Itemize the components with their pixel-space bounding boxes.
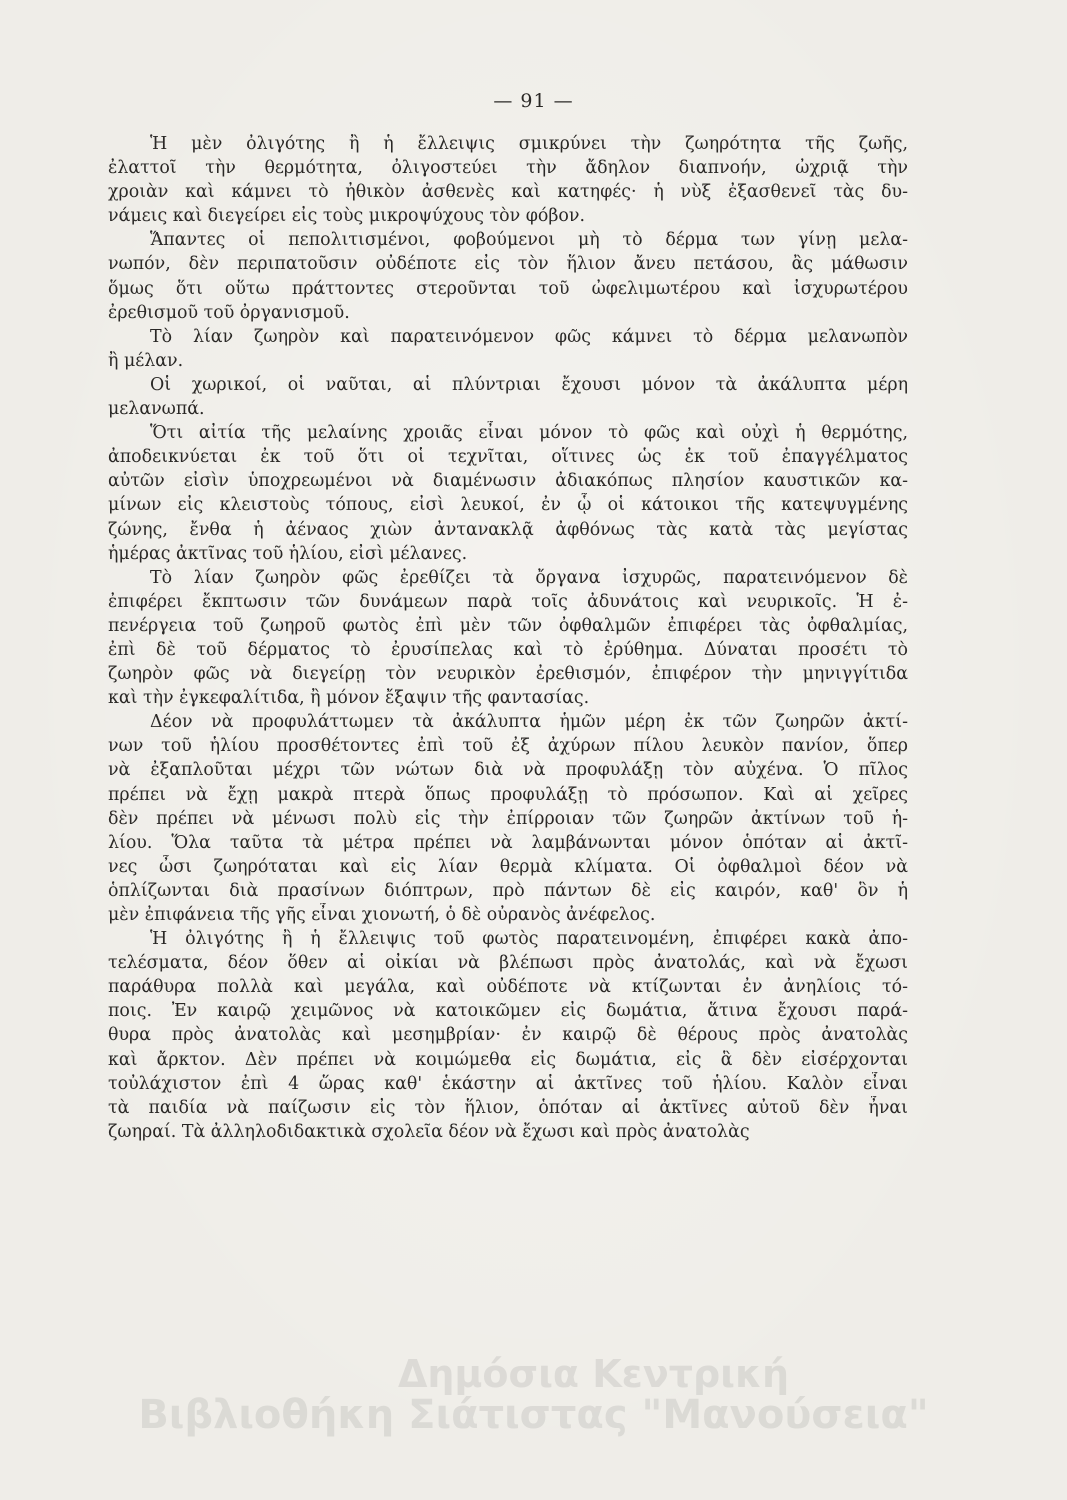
text-line: μὲν ἐπιφάνεια τῆς γῆς εἶναι χιονωτή, ὁ δὲ οὐρανὸς ἀνέφελος. [108,905,656,925]
text-line: δὲν πρέπει νὰ μένωσι πολὺ εἰς τὴν ἐπίρροιαν τῶν ζωηρῶν ἀκτίνων τοῦ ἡ- [108,808,908,829]
text-line: πρέπει νὰ ἔχῃ μακρὰ πτερὰ ὅπως προφυλάξῃ τὸ πρόσωπον. Καὶ αἱ χεῖρες [108,784,908,805]
paragraph [108,325,908,373]
paragraph [108,132,908,228]
text-line: αὐτῶν εἰσὶν ὑποχρεωμένοι νὰ διαμένωσιν ἀδιακόπως πλησίον καυστικῶν κα- [108,471,908,492]
text-line: καὶ τὴν ἐγκεφαλίτιδα, ἢ μόνον ἔξαψιν τῆς φαντασίας. [108,688,590,709]
text-line: μελανωπά. [108,399,205,420]
text-line: ζώνης, ἔνθα ἡ ἀέναος χιὼν ἀντανακλᾷ ἀφθόνως τὰς κατὰ τὰς μεγίστας [108,519,908,540]
text-line: Οἱ χωρικοί, οἱ ναῦται, αἱ πλύντριαι ἔχουσι μόνον τὰ ἀκάλυπτα μέρη [150,374,908,395]
text-line: Δέον νὰ προφυλάττωμεν τὰ ἀκάλυπτα ἡμῶν μέρη ἐκ τῶν ζωηρῶν ἀκτί- [150,712,908,733]
text-line: καὶ ἄρκτον. Δὲν πρέπει νὰ κοιμώμεθα εἰς δωμάτια, εἰς ἃ δὲν εἰσέρχονται [108,1049,908,1070]
paragraph [108,228,908,324]
text-line: ἐπὶ δὲ τοῦ δέρματος τὸ ἐρυσίπελας καὶ τὸ ἐρύθημα. Δύναται προσέτι τὸ [108,639,908,660]
text-line: παράθυρα πολλὰ καὶ μεγάλα, καὶ οὐδέποτε νὰ κτίζωνται ἐν ἀνηλίοις τό- [108,977,908,998]
library-watermark-line-2: Βιβλιοθήκη Σιάτιστας "Μανούσεια" [138,1392,929,1438]
paragraph [108,710,908,927]
text-line: τοὐλάχιστον ἐπὶ 4 ὥρας καθ' ἑκάστην αἱ ἀκτῖνες τοῦ ἡλίου. Καλὸν εἶναι [108,1073,908,1094]
text-line: ζωηραί. Τὰ ἀλληλοδιδακτικὰ σχολεῖα δέον νὰ ἔχωσι καὶ πρὸς ἀνατολὰς [108,1121,750,1142]
text-line: νάμεις καὶ διεγείρει εἰς τοὺς μικροψύχους τὸν φόβον. [108,206,586,227]
text-line: Τὸ λίαν ζωηρὸν φῶς ἐρεθίζει τὰ ὄργανα ἰσχυρῶς, παρατεινόμενον δὲ [150,567,908,588]
text-line: νες ὦσι ζωηρόταται καὶ εἰς λίαν θερμὰ κλίματα. Οἱ ὀφθαλμοὶ δέον νὰ [108,856,908,877]
library-watermark-line-1: Δημόσια Κεντρική [397,1352,790,1396]
text-line: ἡμέρας ἀκτῖνας τοῦ ἡλίου, εἰσὶ μέλανες. [108,543,468,564]
text-line: μίνων εἰς κλειστοὺς τόπους, εἰσὶ λευκοί, ἐν ᾧ οἱ κάτοικοι τῆς κατεψυγμένης [108,495,908,516]
text-line: θυρα πρὸς ἀνατολὰς καὶ μεσημβρίαν· ἐν καιρῷ δὲ θέρους πρὸς ἀνατολὰς [108,1025,908,1046]
text-line: ὅμως ὅτι οὕτω πράττοντες στεροῦνται τοῦ ὠφελιμωτέρου καὶ ἰσχυρωτέρου [108,278,908,299]
text-line: ἢ μέλαν. [108,350,184,371]
paragraph [108,927,908,1144]
text-line: νὰ ἐξαπλοῦται μέχρι τῶν νώτων διὰ νὰ προφυλάξῃ τὸν αὐχένα. Ὁ πῖλος [108,760,908,781]
text-line: χροιὰν καὶ κάμνει τὸ ἠθικὸν ἀσθενὲς καὶ κατηφές· ἡ νὺξ ἐξασθενεῖ τὰς δυ- [108,182,908,203]
text-line: πενέργεια τοῦ ζωηροῦ φωτὸς ἐπὶ μὲν τῶν ὀφθαλμῶν ἐπιφέρει τὰς ὀφθαλμίας, [108,615,908,636]
text-line: ἀποδεικνύεται ἐκ τοῦ ὅτι οἱ τεχνῖται, οἵτινες ὡς ἐκ τοῦ ἐπαγγέλματος [108,447,908,468]
text-line: λίου. Ὅλα ταῦτα τὰ μέτρα πρέπει νὰ λαμβάνωνται μόνον ὁπόταν αἱ ἀκτῖ- [108,832,908,853]
paragraph [108,373,908,421]
text-line: ὁπλίζωνται διὰ πρασίνων διόπτρων, πρὸ πάντων δὲ εἰς καιρόν, καθ' ὃν ἡ [108,880,908,901]
paragraph [108,566,908,711]
text-line: Ἅπαντες οἱ πεπολιτισμένοι, φοβούμενοι μὴ τὸ δέρμα των γίνῃ μελα- [150,230,908,251]
text-line: ἐρεθισμοῦ τοῦ ὀργανισμοῦ. [108,302,350,323]
text-line: ποις. Ἐν καιρῷ χειμῶνος νὰ κατοικῶμεν εἰς δωμάτια, ἅτινα ἔχουσι παρά- [108,1001,908,1022]
text-line: ζωηρὸν φῶς νὰ διεγείρῃ τὸν νευρικὸν ἐρεθισμόν, ἐπιφέρον τὴν μηνιγγίτιδα [108,664,908,685]
text-line: ἐπιφέρει ἔκπτωσιν τῶν δυνάμεων παρὰ τοῖς ἀδυνάτοις καὶ νευρικοῖς. Ἡ ἐ- [108,591,908,612]
text-line: Ἡ ὀλιγότης ἢ ἡ ἔλλειψις τοῦ φωτὸς παρατεινομένη, ἐπιφέρει κακὰ ἀπο- [150,929,908,950]
text-line: νωπόν, δὲν περιπατοῦσιν οὐδέποτε εἰς τὸν ἥλιον ἄνευ πετάσου, ἂς μάθωσιν [108,254,908,275]
page-number: — 91 — [493,90,574,112]
text-line: Τὸ λίαν ζωηρὸν καὶ παρατεινόμενον φῶς κάμνει τὸ δέρμα μελανωπὸν [150,326,908,347]
paragraph [108,421,908,566]
text-line: νων τοῦ ἡλίου προσθέτοντες ἐπὶ τοῦ ἐξ ἀχύρων πίλου λευκὸν πανίον, ὅπερ [108,736,908,757]
text-line: τελέσματα, δέον ὅθεν αἱ οἰκίαι νὰ βλέπωσι πρὸς ἀνατολάς, καὶ νὰ ἔχωσι [108,953,908,974]
text-line: Ὅτι αἰτία τῆς μελαίνης χροιᾶς εἶναι μόνον τὸ φῶς καὶ οὐχὶ ἡ θερμότης, [150,423,908,444]
text-line: τὰ παιδία νὰ παίζωσιν εἰς τὸν ἥλιον, ὁπόταν αἱ ἀκτῖνες αὐτοῦ δὲν ἦναι [108,1097,908,1118]
text-line: Ἡ μὲν ὀλιγότης ἢ ἡ ἔλλειψις σμικρύνει τὴν ζωηρότητα τῆς ζωῆς, [150,134,908,154]
text-body [108,132,908,1144]
text-line: ἐλαττοῖ τὴν θερμότητα, ὀλιγοστεύει τὴν ἄδηλον διαπνοήν, ὠχριᾷ τὴν [108,158,908,179]
